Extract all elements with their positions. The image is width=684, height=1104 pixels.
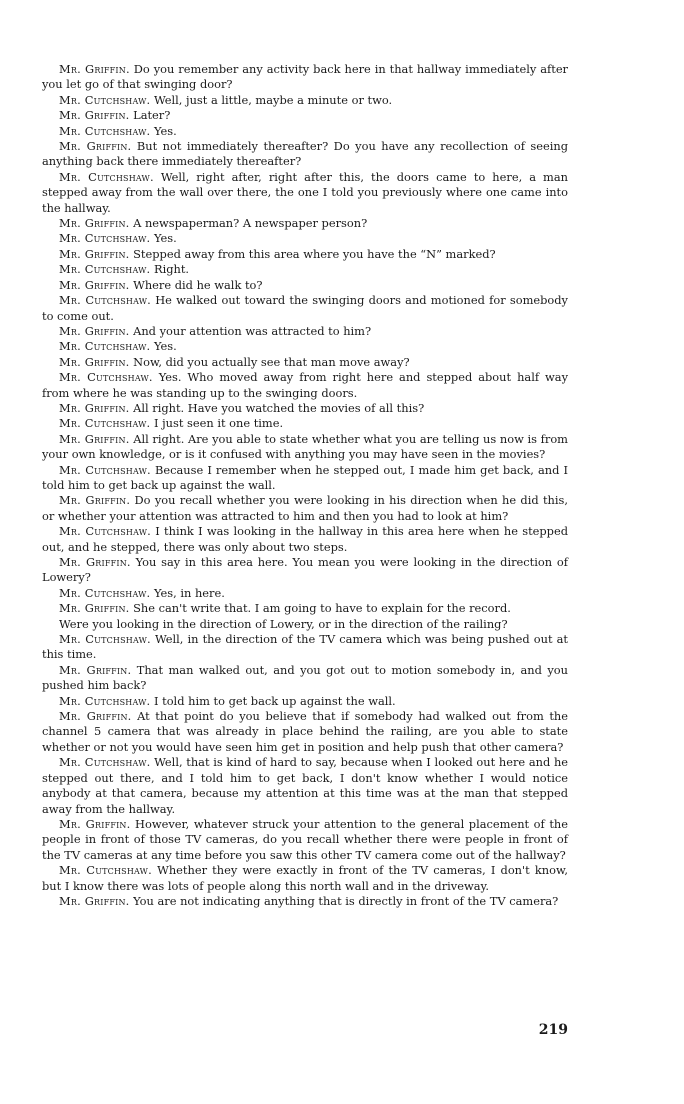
testimony-paragraph — [42, 601, 568, 616]
speaker-name: Mr. Cutchshaw. — [59, 755, 151, 770]
statement-text: Later? — [133, 108, 171, 123]
statement-text: Yes. — [154, 123, 177, 138]
testimony-paragraph — [42, 663, 568, 694]
statement-text: Whether they were exactly in front of the TV cameras, I don't know, but I know there was lots of people along this north wall and in the driveway. — [42, 863, 569, 893]
testimony-paragraph — [42, 247, 568, 262]
speaker-name: Mr. Griffin. — [59, 62, 130, 76]
speaker-name: Mr. Cutchshaw. — [59, 416, 151, 431]
testimony-paragraph — [42, 293, 568, 324]
statement-text: Yes, in here. — [154, 585, 225, 600]
testimony-paragraph — [42, 370, 568, 401]
statement-text: I told him to get back up against the wall. — [154, 693, 396, 708]
testimony-paragraph — [42, 709, 568, 755]
statement-text: That man walked out, and you got out to motion somebody in, and you pushed him back? — [42, 662, 568, 693]
statement-text: A newspaperman? A newspaper person? — [133, 216, 368, 231]
speaker-name: Mr. Cutchshaw. — [59, 585, 151, 600]
testimony-paragraph — [42, 262, 568, 277]
speaker-name: Mr. Cutchshaw. — [59, 693, 151, 708]
statement-text: He walked out toward the swinging doors and motioned for somebody to come out. — [42, 293, 568, 323]
speaker-name: Mr. Griffin. — [59, 277, 130, 292]
statement-text: I just seen it one time. — [154, 416, 284, 431]
speaker-name: Mr. Cutchshaw. — [59, 632, 151, 647]
speaker-name: Mr. Griffin. — [59, 816, 131, 831]
testimony-paragraph — [42, 694, 568, 709]
speaker-name: Mr. Griffin. — [59, 601, 130, 616]
speaker-name: Mr. Cutchshaw. — [59, 370, 153, 385]
testimony-paragraph — [42, 586, 568, 601]
testimony-paragraph — [42, 170, 568, 216]
statement-text: Right. — [154, 262, 190, 277]
statement-text: Do you remember any activity back here in that hallway immediately after you let go of that swinging door? — [42, 62, 569, 92]
testimony-paragraph — [42, 617, 568, 632]
speaker-name: Mr. Cutchshaw. — [59, 524, 152, 539]
statement-text: Well, that is kind of hard to say, because when I looked out here and he stepped out there, and I told him to get back, I don't know whether I would notice anybody at that camera, because my attention at this time was at the man that stepped away from the hallway. — [42, 755, 569, 816]
testimony-paragraph — [42, 108, 568, 123]
testimony-paragraph — [42, 231, 568, 246]
speaker-name: Mr. Griffin. — [59, 139, 132, 154]
speaker-name: Mr. Griffin. — [59, 216, 130, 231]
statement-text: I think I was looking in the hallway in this area here when he stepped out, and he stepped, there was only about two steps. — [42, 524, 569, 554]
statement-text: Do you recall whether you were looking in his direction when he did this, or whether your attention was attracted to him and then you had to look at him? — [42, 493, 568, 523]
statement-text: Well, just a little, maybe a minute or two. — [154, 92, 393, 107]
statement-text: However, whatever struck your attention to the general placement of the people in front of those TV cameras, do you recall whether there were people in front of the TV cameras at any time before you saw this other TV camera come out of the hallway? — [42, 816, 568, 862]
speaker-name: Mr. Cutchshaw. — [59, 863, 152, 878]
testimony-paragraph — [42, 93, 568, 108]
testimony-paragraph — [42, 432, 568, 463]
statement-text: Yes. — [154, 231, 177, 246]
speaker-name: Mr. Griffin. — [59, 323, 130, 338]
speaker-name: Mr. Cutchshaw. — [59, 262, 151, 277]
statement-text: All right. Are you able to state whether what you are telling us now is from your own knowledge, or is it confused with anything you may have seen in the movies? — [42, 431, 568, 462]
testimony-paragraph — [42, 863, 568, 894]
testimony-paragraph — [42, 355, 568, 370]
speaker-name: Mr. Griffin. — [59, 431, 130, 446]
testimony-paragraph — [42, 124, 568, 139]
testimony-paragraph — [42, 463, 568, 494]
testimony-paragraph — [42, 493, 568, 524]
testimony-paragraph — [42, 339, 568, 354]
testimony-paragraph — [42, 401, 568, 416]
speaker-name: Mr. Griffin. — [59, 709, 132, 724]
testimony-paragraph — [42, 416, 568, 431]
statement-text: And your attention was attracted to him? — [133, 323, 372, 338]
statement-text: Now, did you actually see that man move away? — [133, 354, 410, 369]
statement-text: You are not indicating anything that is directly in front of the TV camera? — [133, 893, 559, 908]
statement-text: All right. Have you watched the movies of all this? — [133, 400, 425, 415]
testimony-paragraph — [42, 62, 568, 93]
statement-text: Where did he walk to? — [133, 277, 263, 292]
testimony-paragraph — [42, 632, 568, 663]
speaker-name: Mr. Cutchshaw. — [59, 231, 151, 246]
statement-text: Because I remember when he stepped out, I made him get back, and I told him to get back up against the wall. — [42, 462, 569, 492]
statement-text: You say in this area here. You mean you were looking in the direction of Lowery? — [42, 555, 568, 585]
statement-text: Yes. Who moved away from right here and stepped about half way from where he was standing up to the swinging doors. — [42, 370, 569, 400]
statement-text: Well, in the direction of the TV camera which was being pushed out at this time. — [42, 632, 568, 662]
speaker-name: Mr. Griffin. — [59, 246, 130, 261]
speaker-name: Mr. Cutchshaw. — [59, 293, 151, 308]
speaker-name: Mr. Griffin. — [59, 354, 130, 369]
statement-text: At that point do you believe that if somebody had walked out from the channel 5 camera that was already in place behind the railing, are you able to state whether or not you would have seen him get in position and help push that other camera? — [42, 709, 569, 754]
statement-text: Were you looking in the direction of Lowery, or in the direction of the railing? — [59, 616, 508, 631]
testimony-paragraph — [42, 755, 568, 817]
speaker-name: Mr. Cutchshaw. — [59, 92, 151, 107]
testimony-paragraph — [42, 894, 568, 909]
speaker-name: Mr. Griffin. — [59, 662, 132, 677]
testimony-paragraph — [42, 555, 568, 586]
speaker-name: Mr. Griffin. — [59, 493, 131, 508]
speaker-name: Mr. Cutchshaw. — [59, 339, 151, 354]
speaker-name: Mr. Cutchshaw. — [59, 123, 151, 138]
testimony-paragraph — [42, 324, 568, 339]
speaker-name: Mr. Cutchshaw. — [59, 462, 151, 477]
testimony-paragraph — [42, 817, 568, 863]
speaker-name: Mr. Griffin. — [59, 893, 130, 908]
testimony-paragraph — [42, 216, 568, 231]
statement-text: Stepped away from this area where you have the “N” marked? — [133, 246, 496, 261]
statement-text: Well, right after, right after this, the doors came to here, a man stepped away from the wall over there, the one I told you previously where one came into the hallway. — [42, 169, 568, 215]
statement-text: Yes. — [154, 339, 177, 354]
statement-text: But not immediately thereafter? Do you have any recollection of seeing anything back there immediately thereafter? — [42, 139, 568, 169]
testimony-paragraph — [42, 524, 568, 555]
statement-text: She can't write that. I am going to have to explain for the record. — [133, 601, 511, 616]
speaker-name: Mr. Griffin. — [59, 555, 131, 569]
testimony-page — [42, 62, 568, 909]
speaker-name: Mr. Griffin. — [59, 400, 130, 415]
speaker-name: Mr. Griffin. — [59, 108, 130, 123]
page-number: 219 — [538, 1022, 568, 1038]
speaker-name: Mr. Cutchshaw. — [59, 169, 154, 184]
testimony-paragraph — [42, 139, 568, 170]
testimony-paragraph — [42, 278, 568, 293]
